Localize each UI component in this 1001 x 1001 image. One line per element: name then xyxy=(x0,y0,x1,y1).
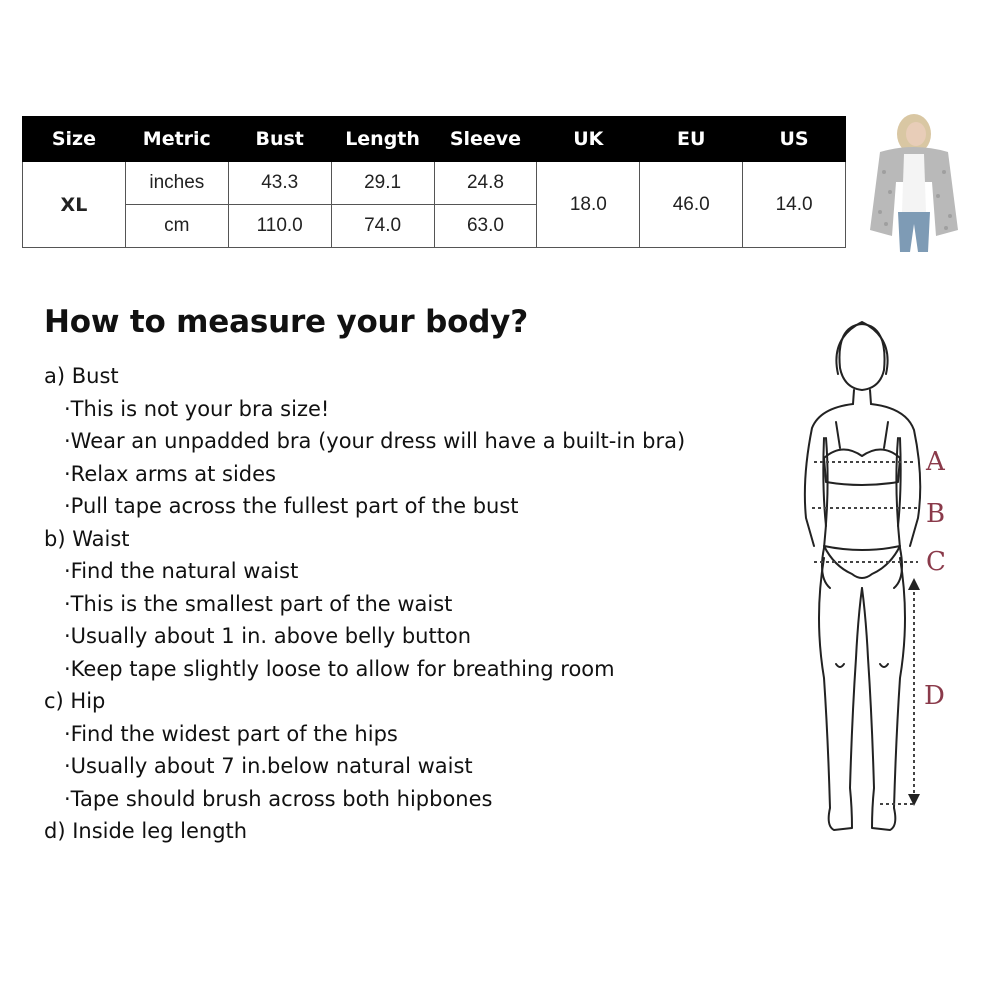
bullet-item: ·Tape should brush across both hipbones xyxy=(64,786,493,811)
figure-left-arm xyxy=(805,404,853,546)
bullet-item: ·Keep tape slightly loose to allow for breathing room xyxy=(64,656,615,681)
sleeve-cm: 63.0 xyxy=(434,205,537,248)
figure-label-c: C xyxy=(926,547,946,577)
bullet-item: ·Wear an unpadded bra (your dress will have a built-in bra) xyxy=(64,429,686,453)
header-sleeve: Sleeve xyxy=(434,117,537,162)
eu-size: 46.0 xyxy=(640,162,743,248)
section-heading: b) Waist xyxy=(44,526,130,551)
section-heading: c) Hip xyxy=(44,689,106,713)
length-cm: 74.0 xyxy=(331,205,434,248)
bullet-item: ·Usually about 7 in.below natural waist xyxy=(64,754,473,778)
bullet-item: ·This is the smallest part of the waist xyxy=(64,591,453,616)
metric-cm: cm xyxy=(125,205,228,248)
us-size: 14.0 xyxy=(743,162,846,248)
figure-label-b: B xyxy=(926,499,946,529)
body-measurement-figure xyxy=(790,318,970,848)
bullet-item: ·Relax arms at sides xyxy=(64,461,276,486)
figure-left-leg xyxy=(819,558,862,830)
header-eu: EU xyxy=(640,117,743,162)
size-table xyxy=(22,116,846,248)
figure-label-a: A xyxy=(926,447,945,477)
measurement-guide xyxy=(44,296,804,848)
bust-cm: 110.0 xyxy=(228,205,331,248)
section-bust xyxy=(44,360,804,523)
figure-right-leg xyxy=(862,558,905,830)
header-us: US xyxy=(743,117,846,162)
header-size: Size xyxy=(23,117,126,162)
section-inside-leg xyxy=(44,815,804,848)
bullet-item: ·Usually about 1 in. above belly button xyxy=(64,624,472,648)
header-length: Length xyxy=(331,117,434,162)
section-heading: d) Inside leg length xyxy=(44,819,248,843)
bullet-item: ·Find the widest part of the hips xyxy=(64,721,398,746)
bullet-item: ·Find the natural waist xyxy=(64,559,299,583)
bullet-item: ·This is not your bra size! xyxy=(64,396,330,421)
header-bust: Bust xyxy=(228,117,331,162)
uk-size: 18.0 xyxy=(537,162,640,248)
length-inches: 29.1 xyxy=(331,162,434,205)
table-row xyxy=(23,162,846,205)
guide-title: How to measure your body? xyxy=(44,304,528,340)
size-table-header-row xyxy=(23,117,846,162)
bust-inches: 43.3 xyxy=(228,162,331,205)
header-uk: UK xyxy=(537,117,640,162)
header-metric: Metric xyxy=(125,117,228,162)
figure-label-d: D xyxy=(924,681,945,711)
sleeve-inches: 24.8 xyxy=(434,162,537,205)
figure-torso xyxy=(822,438,902,588)
section-heading: a) Bust xyxy=(44,364,119,388)
bullet-item: ·Pull tape across the fullest part of the bust xyxy=(64,494,519,518)
size-value: XL xyxy=(23,162,126,248)
metric-inches: inches xyxy=(125,162,228,205)
section-hip xyxy=(44,685,804,815)
product-photo xyxy=(866,112,962,252)
section-waist xyxy=(44,523,804,686)
